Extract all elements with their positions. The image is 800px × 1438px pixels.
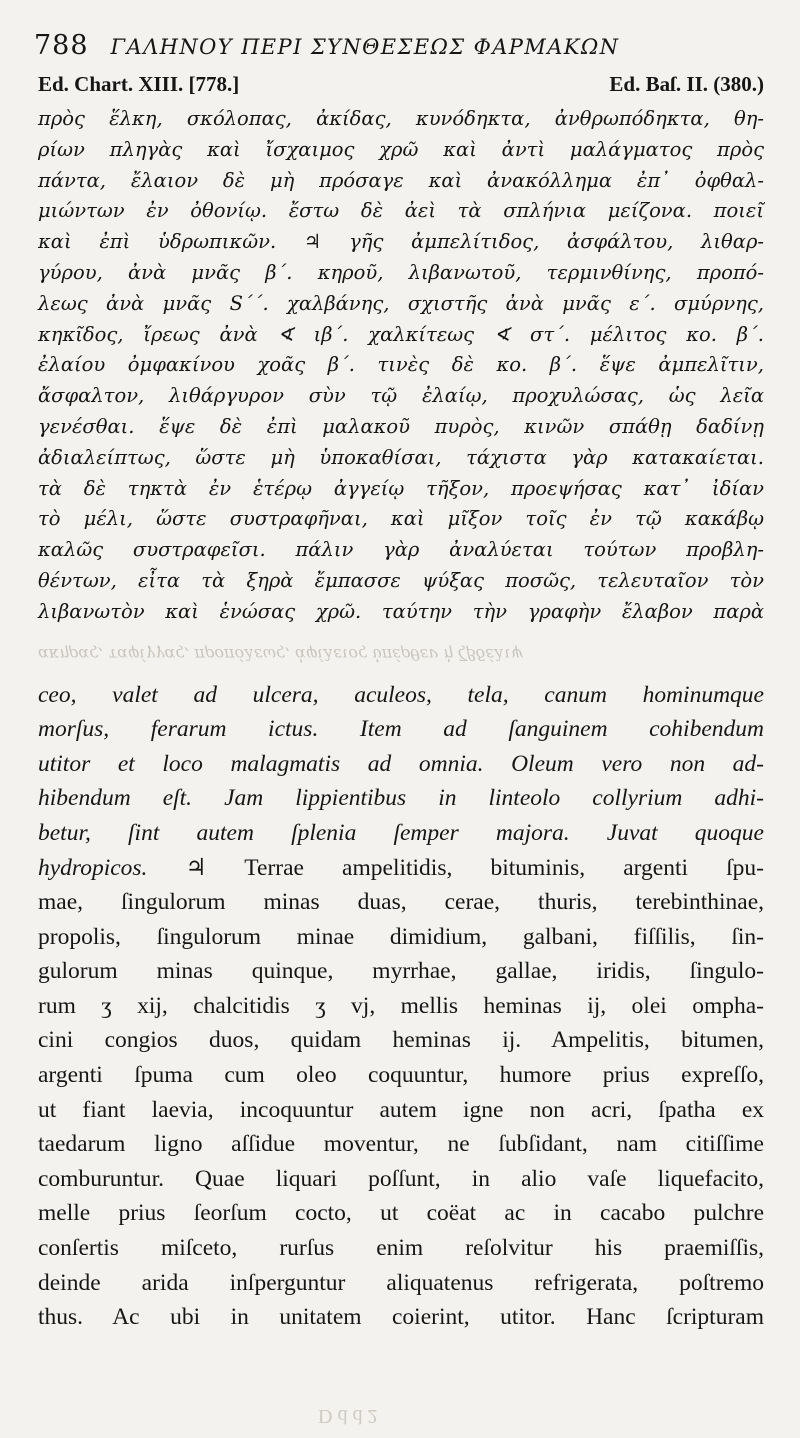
running-head: ΓΑΛΗΝΟΥ ΠΕΡΙ ΣΥΝΘΕΣΕΩΣ ΦΑΡΜΑΚΩΝ — [110, 35, 620, 59]
edition-reference-line — [38, 72, 764, 102]
greek-text-line: πρὸς ἕλκη, σκόλοπας, ἀκίδας, κυνόδηκτα, ἀνθρωπόδηκτα, θη- — [38, 107, 764, 130]
greek-text-line: γύρου, ἀνὰ μνᾶς β΄. κηροῦ, λιβανωτοῦ, τερμινθίνης, προπό- — [38, 260, 764, 284]
latin-text-block — [38, 678, 764, 1335]
greek-text-line: γενέσθαι. ἕψε δὲ ἐπὶ μαλακοῦ πυρὸς, κινῶν σπάθῃ δαδίνῃ — [38, 414, 764, 438]
latin-italic-line: morſus, ferarum ictus. Item ad ſanguinem cohibendum — [38, 716, 764, 743]
latin-roman-line: rum ʒ xij, chalcitidis ʒ vj, mellis heminas ij, olei ompha- — [38, 992, 764, 1019]
greek-text-line: κηκῖδος, ἴρεως ἀνὰ ∢ ιβ΄. χαλκίτεως ∢ στ΄. μέλιτος κο. β΄. — [38, 322, 764, 346]
latin-roman-line: deinde arida inſperguntur aliquatenus refrigerata, poſtremo — [38, 1269, 764, 1296]
greek-text-line: μιώντων ἐν ὀθονίῳ. ἔστω δὲ ἀεὶ τὰ σπλήνια μείζονα. ποιεῖ — [38, 199, 764, 223]
latin-roman-line: melle prius ſeorſum cocto, ut coëat ac in cacabo pulchre — [38, 1200, 764, 1227]
greek-text-line: λεως ἀνὰ μνᾶς S΄΄. χαλβάνης, σχιστῆς ἀνὰ μνᾶς ε΄. σμύρνης, — [38, 291, 764, 315]
page-header — [34, 30, 764, 76]
greek-text-line: θέντων, εἶτα τὰ ξηρὰ ἔμπασσε ψύξας ποσῶς, τελευταῖον τὸν — [38, 568, 764, 592]
greek-text-line: τὸ μέλι, ὥστε συστραφῆναι, καὶ μῖξον τοῖς ἐν τῷ κακάβῳ — [38, 507, 764, 531]
latin-italic-line: hibendum eſt. Jam lippientibus in linteolo collyrium adhi- — [38, 785, 764, 812]
edition-chartier-reference: Ed. Chart. XIII. [778.] — [38, 72, 240, 96]
greek-text-line: ἄσφαλτον, λιθάργυρον σὺν τῷ ἐλαίῳ, προχυλώσας, ὡς λεῖα — [38, 384, 764, 408]
jupiter-symbol-icon: ♃ — [185, 854, 207, 881]
latin-roman-line: gulorum minas quinque, myrrhae, gallae, iridis, ſingulo- — [38, 958, 764, 985]
latin-italic-fragment: hydropicos. — [38, 854, 186, 881]
greek-text-line: ἀδιαλείπτως, ὥστε μὴ ὑποκαθίσαι, τάχιστα γὰρ κατακαίεται. — [38, 445, 764, 469]
page-number: 788 — [34, 30, 89, 61]
greek-text-line: λιβανωτὸν καὶ ἑνώσας χρῶ. ταύτην τὴν γραφὴν ἔλαβον παρὰ — [38, 599, 764, 623]
latin-italic-line: utitor et loco malagmatis ad omnia. Oleum vero non ad- — [38, 750, 764, 777]
latin-roman-line: conſertis miſceto, rurſus enim reſolvitur his praemiſſis, — [38, 1235, 764, 1262]
greek-text-line: πάντα, ἔλαιον δὲ μὴ πρόσαγε καὶ ἀνακόλλημα ἐπ᾽ ὀφθαλ- — [38, 168, 764, 192]
latin-roman-line: comburuntur. Quae liquari poſſunt, in alio vaſe liquefacito, — [38, 1165, 764, 1192]
greek-text-block — [38, 104, 764, 628]
latin-roman-line: mae, ſingulorum minas duas, cerae, thuris, terebinthinae, — [38, 889, 764, 916]
latin-line-mixed — [38, 851, 764, 886]
greek-text-line: τὰ δὲ τηκτὰ ἐν ἑτέρῳ ἀγγείῳ τῆξον, προεψήσας κατ᾽ ἰδίαν — [38, 476, 764, 500]
bleed-through-text: ακηρας, ταφίγγας, προπόλεως, ἀφίλειος ὑπέρθεν ἡ ζβδέλιψ — [38, 644, 524, 664]
signature-mark-bleed: D d d 2 — [318, 1405, 378, 1427]
edition-basel-reference: Ed. Baſ. II. (380.) — [609, 72, 764, 96]
latin-roman-line: argenti ſpuma cum oleo coquuntur, humore prius expreſſo, — [38, 1062, 764, 1089]
latin-roman-line: thus. Ac ubi in unitatem coierint, utitor. Hanc ſcripturam — [38, 1304, 764, 1331]
latin-roman-line: propolis, ſingulorum minae dimidium, galbani, fiſſilis, ſin- — [38, 923, 764, 950]
greek-text-line: ἐλαίου ὀμφακίνου χοᾶς β΄. τινὲς δὲ κο. β΄. ἕψε ἀμπελῖτιν, — [38, 353, 764, 377]
greek-text-line: ρίων πληγὰς καὶ ἴσχαιμος χρῶ καὶ ἀντὶ μαλάγματος πρὸς — [38, 137, 764, 161]
latin-roman-line: taedarum ligno aſſidue moventur, ne ſubſidant, nam citiſſime — [38, 1131, 764, 1158]
latin-italic-line: betur, ſint autem ſplenia ſemper majora. Juvat quoque — [38, 819, 764, 846]
greek-text-line: καὶ ἐπὶ ὑδρωπικῶν. ♃ γῆς ἀμπελίτιδος, ἀσφάλτου, λιθαρ- — [38, 230, 764, 254]
greek-text-line: καλῶς συστραφεῖσι. πάλιν γὰρ ἀναλύεται τούτων προβλη- — [38, 538, 764, 562]
latin-roman-fragment: Terrae ampelitidis, bituminis, argenti ſpu- — [206, 854, 764, 881]
latin-italic-line: ceo, valet ad ulcera, aculeos, tela, canum hominumque — [38, 681, 764, 708]
latin-roman-line: cini congios duos, quidam heminas ij. Ampelitis, bitumen, — [38, 1027, 764, 1054]
latin-roman-line: ut fiant laevia, incoquuntur autem igne non acri, ſpatha ex — [38, 1096, 764, 1123]
